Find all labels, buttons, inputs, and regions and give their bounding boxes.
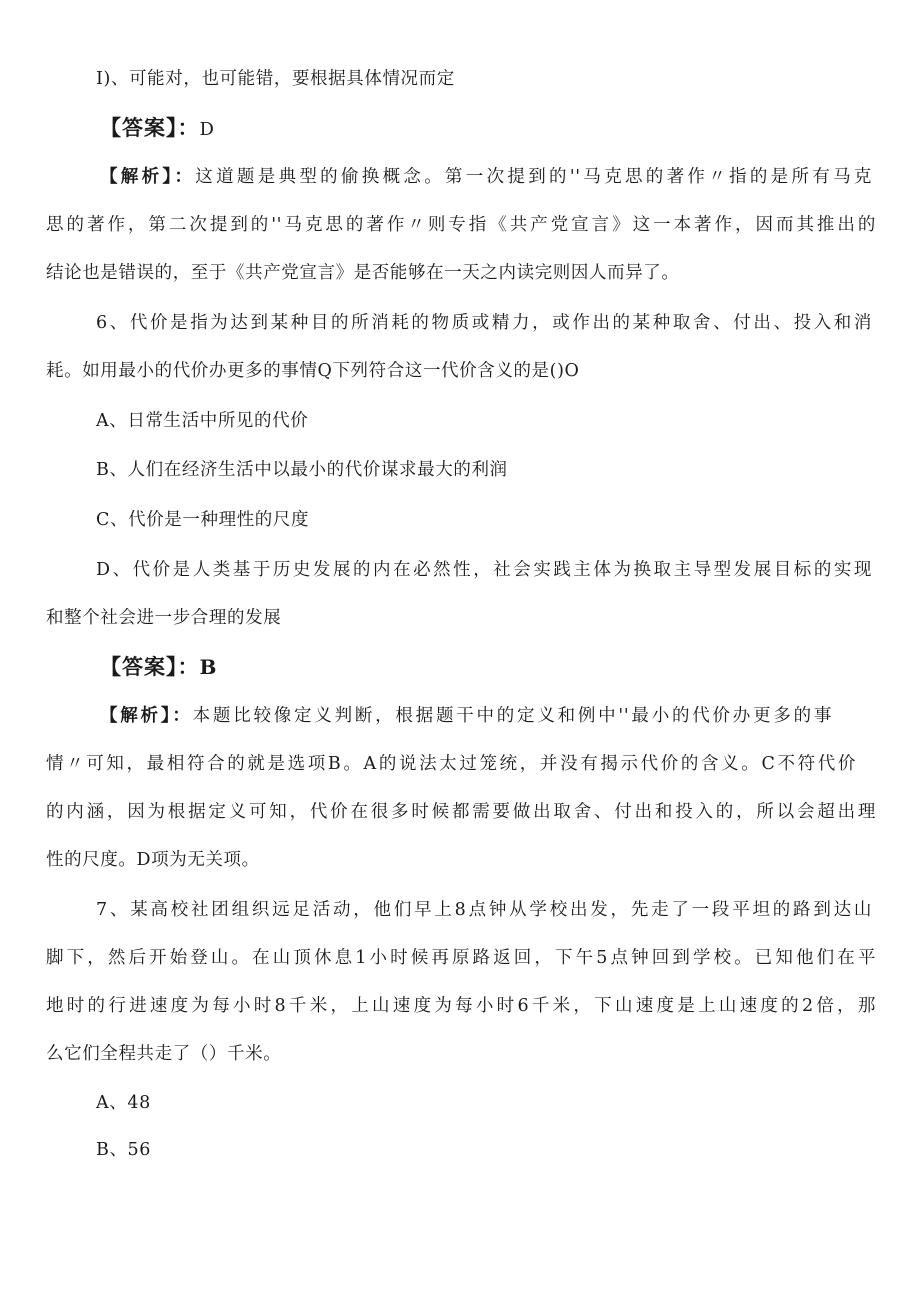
- q7-option-b: B、56: [96, 1140, 152, 1160]
- q6-explanation-line-4: 性的尺度。D项为无关项。: [46, 850, 260, 870]
- q6-stem-line-2: 耗。如用最小的代价办更多的事情Q下列符合这一代价含义的是()O: [46, 361, 580, 381]
- answer-separator: ：: [177, 655, 200, 679]
- answer-label: 【答案】: [100, 116, 178, 140]
- q5-answer: [100, 115, 215, 143]
- q7-option-a: A、48: [96, 1093, 151, 1113]
- q6-stem-line-1: 6、代价是指为达到某种目的所消耗的物质或精力，或作出的某种取舍、付出、投入和消: [96, 313, 872, 333]
- answer-separator: ：: [177, 116, 200, 140]
- q6-option-b: B、人们在经济生活中以最小的代价谋求最大的利润: [96, 460, 508, 480]
- q5-explanation-line-2: 思的著作，第二次提到的''马克思的著作〃则专指《共产党宣言》这一本著作，因而其推出的: [46, 215, 876, 235]
- q6-option-d-line-1: D、代价是人类基于历史发展的内在必然性，社会实践主体为换取主导型发展目标的实现: [96, 560, 872, 580]
- q6-option-a: A、日常生活中所见的代价: [96, 411, 309, 431]
- explanation-label: 【解析】：: [100, 706, 193, 726]
- q6-explanation-line-3: 的内涵，因为根据定义可知，代价在很多时候都需要做出取舍、付出和投入的，所以会超出理: [46, 802, 876, 822]
- q6-option-d-line-2: 和整个社会进一步合理的发展: [46, 608, 282, 628]
- q5-explanation-line-1: [100, 166, 872, 188]
- answer-label: 【答案】: [100, 655, 178, 679]
- answer-value: D: [199, 119, 215, 140]
- q7-stem-line-4: 么它们全程共走了（）千米。: [46, 1044, 282, 1064]
- q5-explanation-line-3: 结论也是错误的，至于《共产党宣言》是否能够在一天之内读完则因人而异了。: [46, 263, 680, 283]
- explanation-text: 这道题是典型的偷换概念。第一次提到的''马克思的著作〃指的是所有马克: [195, 167, 872, 187]
- explanation-label: 【解析】：: [100, 167, 196, 187]
- q6-option-c: C、代价是一种理性的尺度: [96, 510, 310, 530]
- q7-stem-line-1: 7、某高校社团组织远足活动，他们早上8点钟从学校出发，先走了一段平坦的路到达山: [96, 900, 872, 920]
- q7-stem-line-2: 脚下，然后开始登山。在山顶休息1小时候再原路返回，下午5点钟回到学校。已知他们在平: [46, 948, 876, 968]
- explanation-text: 本题比较像定义判断，根据题干中的定义和例中''最小的代价办更多的事: [192, 706, 833, 726]
- answer-value: B: [199, 655, 218, 679]
- q6-explanation-line-1: [100, 705, 832, 727]
- q7-stem-line-3: 地时的行进速度为每小时8千米，上山速度为每小时6千米，下山速度是上山速度的2倍，那: [46, 996, 876, 1016]
- q5-option-d: I)、可能对，也可能错，要根据具体情况而定: [96, 69, 455, 89]
- q6-answer: [100, 654, 217, 680]
- q6-explanation-line-2: 情〃可知，最相符合的就是选项B。A的说法太过笼统，并没有揭示代价的含义。C不符代价: [46, 754, 856, 774]
